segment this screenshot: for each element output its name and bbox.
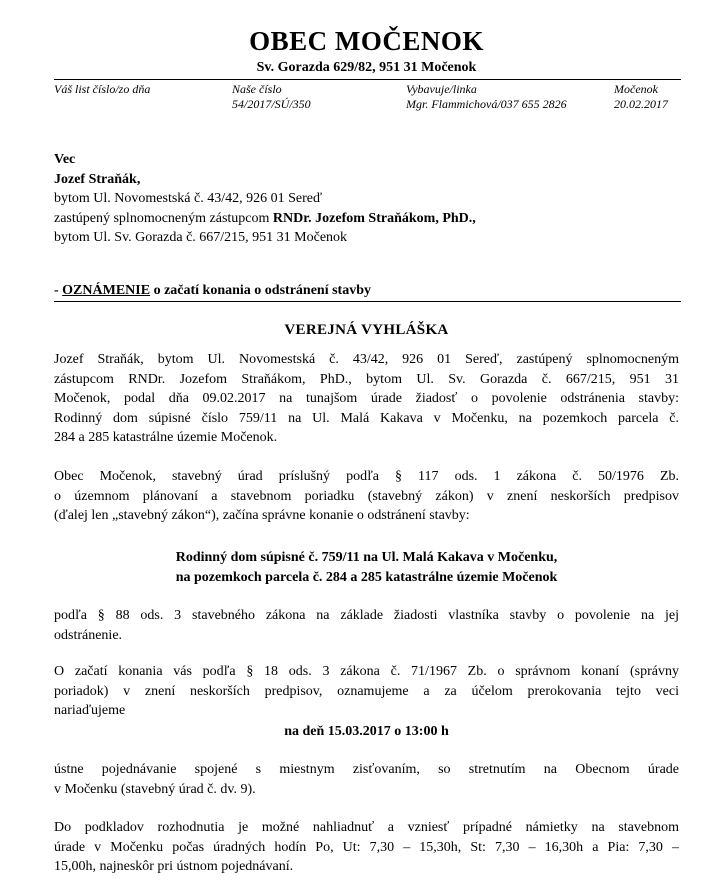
subject-divider: [54, 301, 681, 302]
document-heading: VEREJNÁ VYHLÁŠKA: [284, 322, 449, 338]
meta-place-label: Močenok: [614, 82, 658, 96]
paragraph-6-line: úrade v Močenku počas úradných hodín Po, Ut: 7,30 – 15,30h, St: 7,30 – 16,30h a Pia: 7,30 –: [54, 839, 679, 855]
paragraph-5-line: v Močenku (stavebný úrad č. dv. 9).: [54, 781, 256, 797]
building-description: [0, 548, 717, 587]
meta-your-letter-label: Váš list číslo/zo dňa: [54, 82, 151, 96]
paragraph-4-line: nariaďujeme: [54, 703, 126, 718]
paragraph-4-line: poriadok) v znení neskorších predpisov, oznamujeme a za účelom prerokovania tejto veci: [54, 683, 679, 699]
paragraph-5-line: ústne pojednávanie spojené s miestnym zisťovaním, so stretnutím na Obecnom úrade: [54, 762, 679, 777]
paragraph-2: [54, 467, 679, 526]
paragraph-1-line: zástupcom RNDr. Jozefom Straňákom, PhD., bytom Ul. Sv. Gorazda č. 667/215, 951 31: [54, 371, 679, 387]
vec-label: Vec: [54, 152, 76, 167]
paragraph-1-line: Jozef Straňák, bytom Ul. Novomestská č. 43/42, 926 01 Sereď, zastúpený splnomocneným: [54, 352, 679, 367]
paragraph-2-line: o územnom plánovaní a stavebnom poriadku (stavebný zákon) v znení neskorších predpisov: [54, 488, 679, 504]
meta-handled-by: [406, 82, 567, 112]
paragraph-6-line: Do podkladov rozhodnutia je možné nahliadnuť a vzniesť prípadné námietky na stavebnom: [54, 820, 679, 835]
meta-our-number: [232, 82, 311, 112]
paragraph-2-line: Obec Močenok, stavebný úrad príslušný podľa § 117 ods. 1 zákona č. 50/1976 Zb.: [54, 469, 679, 484]
meta-date-value: 20.02.2017: [614, 97, 668, 111]
paragraph-3-line: odstránenie.: [54, 627, 123, 643]
paragraph-4: [54, 662, 679, 721]
addressee-line-2-prefix: zastúpený splnomocneným zástupcom: [54, 210, 273, 226]
paragraph-6-line: 15,00h, najneskôr pri ústnom pojednávaní.: [54, 859, 294, 874]
municipality-address: Sv. Gorazda 629/82, 951 31 Močenok: [256, 60, 477, 75]
municipality-title: OBEC MOČENOK: [249, 26, 484, 56]
paragraph-5: [54, 760, 679, 799]
subject-line: [54, 283, 371, 299]
subject-keyword: OZNÁMENIE: [62, 283, 151, 298]
meta-handled-by-label: Vybavuje/linka: [406, 82, 477, 96]
paragraph-1-line: Rodinný dom súpisné číslo 759/11 na Ul. Malá Kakava v Močenku, na pozemkoch parcela č.: [54, 410, 679, 426]
meta-handled-by-value: Mgr. Flammichová/037 655 2826: [406, 97, 567, 111]
hearing-date: na deň 15.03.2017 o 13:00 h: [284, 724, 449, 739]
paragraph-1-line: Močenok, podal dňa 09.02.2017 na tunajšom úrade žiadosť o povolenie odstránenia stavby:: [54, 391, 679, 406]
addressee-name: Jozef Straňák,: [54, 171, 141, 187]
meta-your-letter: [54, 82, 150, 97]
subject-rest: o začatí konania o odstránení stavby: [150, 283, 371, 298]
representative-name: RNDr. Jozefom Straňákom, PhD.,: [272, 210, 476, 226]
paragraph-1-line: 284 a 285 katastrálne územie Močenok.: [54, 430, 278, 445]
meta-place-date: [614, 82, 668, 112]
subject-prefix: -: [54, 283, 63, 298]
addressee-line-1: bytom Ul. Novomestská č. 43/42, 926 01 Sereď: [54, 191, 323, 206]
building-description-line: na pozemkoch parcela č. 284 a 285 katastrálne územie Močenok: [175, 569, 558, 585]
paragraph-1: [54, 350, 679, 448]
paragraph-3: [54, 606, 679, 645]
paragraph-3-line: podľa § 88 ods. 3 stavebného zákona na základe žiadosti vlastníka stavby o povolenie na jej: [54, 608, 679, 623]
addressee-line-2: [54, 209, 476, 229]
meta-our-number-value: 54/2017/SÚ/350: [232, 97, 311, 111]
paragraph-2-line: (ďalej len „stavebný zákon“), začína správne konanie o odstránení stavby:: [54, 508, 470, 523]
building-description-line: Rodinný dom súpisné č. 759/11 na Ul. Malá Kakava v Močenku,: [175, 550, 558, 565]
addressee-block: [54, 150, 476, 248]
header-divider: [54, 79, 681, 80]
meta-our-number-label: Naše číslo: [232, 82, 282, 96]
paragraph-6: [54, 818, 679, 877]
paragraph-4-line: O začatí konania vás podľa § 18 ods. 3 zákona č. 71/1967 Zb. o správnom konaní (správny: [54, 664, 679, 679]
addressee-line-3: bytom Ul. Sv. Gorazda č. 667/215, 951 31 Močenok: [54, 230, 348, 245]
